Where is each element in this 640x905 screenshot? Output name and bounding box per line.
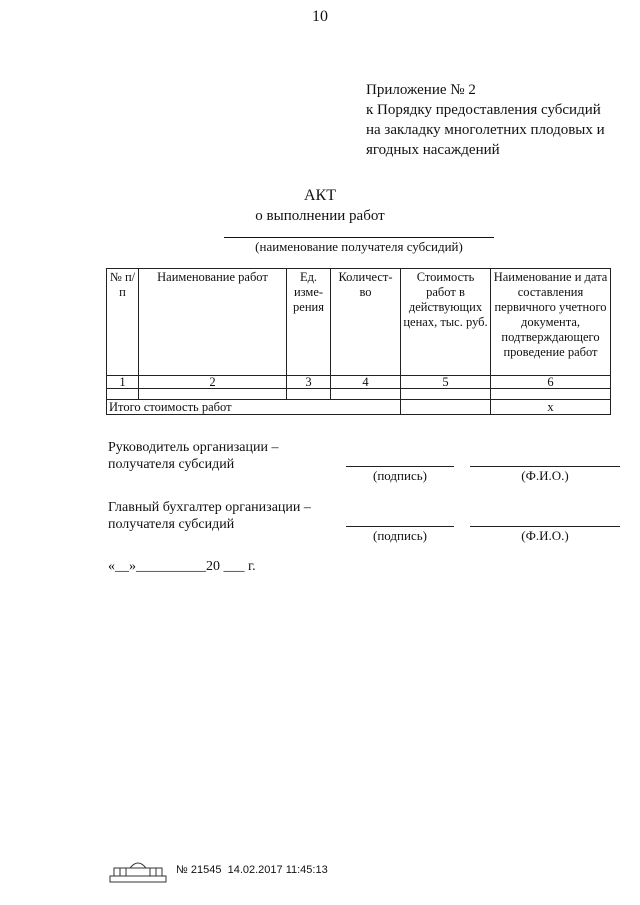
date-line: «__»__________20 ___ г. xyxy=(108,559,256,574)
header-cost: Стоимость работ в действующих ценах, тыс. руб. xyxy=(401,269,491,376)
total-label: Итого стоимость работ xyxy=(107,400,401,415)
head-sign-caption: (подпись) xyxy=(373,468,427,483)
accountant-name-caption: (Ф.И.О.) xyxy=(521,528,569,543)
empty-cell xyxy=(139,389,287,400)
accountant-name-line xyxy=(470,526,620,527)
table-header-row xyxy=(107,269,611,376)
header-document: Наименование и дата составления первичного учетного документа, подтверждающего проведение работ xyxy=(491,269,611,376)
header-work-name: Наименование работ xyxy=(139,269,287,376)
head-sign-line xyxy=(346,466,454,467)
act-table xyxy=(106,268,611,415)
recipient-label: (наименование получателя субсидий) xyxy=(255,239,463,254)
table-total-row xyxy=(107,400,611,415)
table-number-row xyxy=(107,376,611,389)
accountant-sign-caption: (подпись) xyxy=(373,528,427,543)
document-subtitle: о выполнении работ xyxy=(255,208,385,224)
header-unit: Ед. изме-рения xyxy=(287,269,331,376)
head-name-caption: (Ф.И.О.) xyxy=(521,468,569,483)
column-number: 5 xyxy=(401,376,491,389)
total-mark: x xyxy=(491,400,611,415)
empty-cell xyxy=(401,389,491,400)
recipient-underline xyxy=(224,237,494,238)
appendix-line-3: на закладку многолетних плодовых и xyxy=(366,122,605,138)
accountant-line-1: Главный бухгалтер организации – xyxy=(108,500,311,515)
appendix-line-4: ягодных насаждений xyxy=(366,142,500,158)
table-empty-row xyxy=(107,389,611,400)
empty-cell xyxy=(491,389,611,400)
total-value-cell xyxy=(401,400,491,415)
accountant-signature-label xyxy=(108,499,311,533)
document-title: АКТ xyxy=(304,187,336,204)
header-quantity: Количест-во xyxy=(331,269,401,376)
accountant-sign-line xyxy=(346,526,454,527)
registration-timestamp: 14.02.2017 11:45:13 xyxy=(227,864,328,876)
registration-number: № 21545 xyxy=(176,864,222,876)
column-number: 1 xyxy=(107,376,139,389)
column-number: 3 xyxy=(287,376,331,389)
page-number: 10 xyxy=(312,8,328,25)
column-number: 2 xyxy=(139,376,287,389)
head-line-2: получателя субсидий xyxy=(108,457,235,472)
empty-cell xyxy=(287,389,331,400)
appendix-line-1: Приложение № 2 xyxy=(366,82,476,98)
empty-cell xyxy=(107,389,139,400)
registration-stamp xyxy=(176,864,328,876)
head-line-1: Руководитель организации – xyxy=(108,440,279,455)
head-signature-label xyxy=(108,439,278,473)
accountant-line-2: получателя субсидий xyxy=(108,517,235,532)
head-name-line xyxy=(470,466,620,467)
header-number: № п/п xyxy=(107,269,139,376)
building-logo-icon xyxy=(108,858,168,889)
column-number: 6 xyxy=(491,376,611,389)
column-number: 4 xyxy=(331,376,401,389)
empty-cell xyxy=(331,389,401,400)
appendix-header xyxy=(366,80,605,160)
appendix-line-2: к Порядку предоставления субсидий xyxy=(366,102,601,118)
